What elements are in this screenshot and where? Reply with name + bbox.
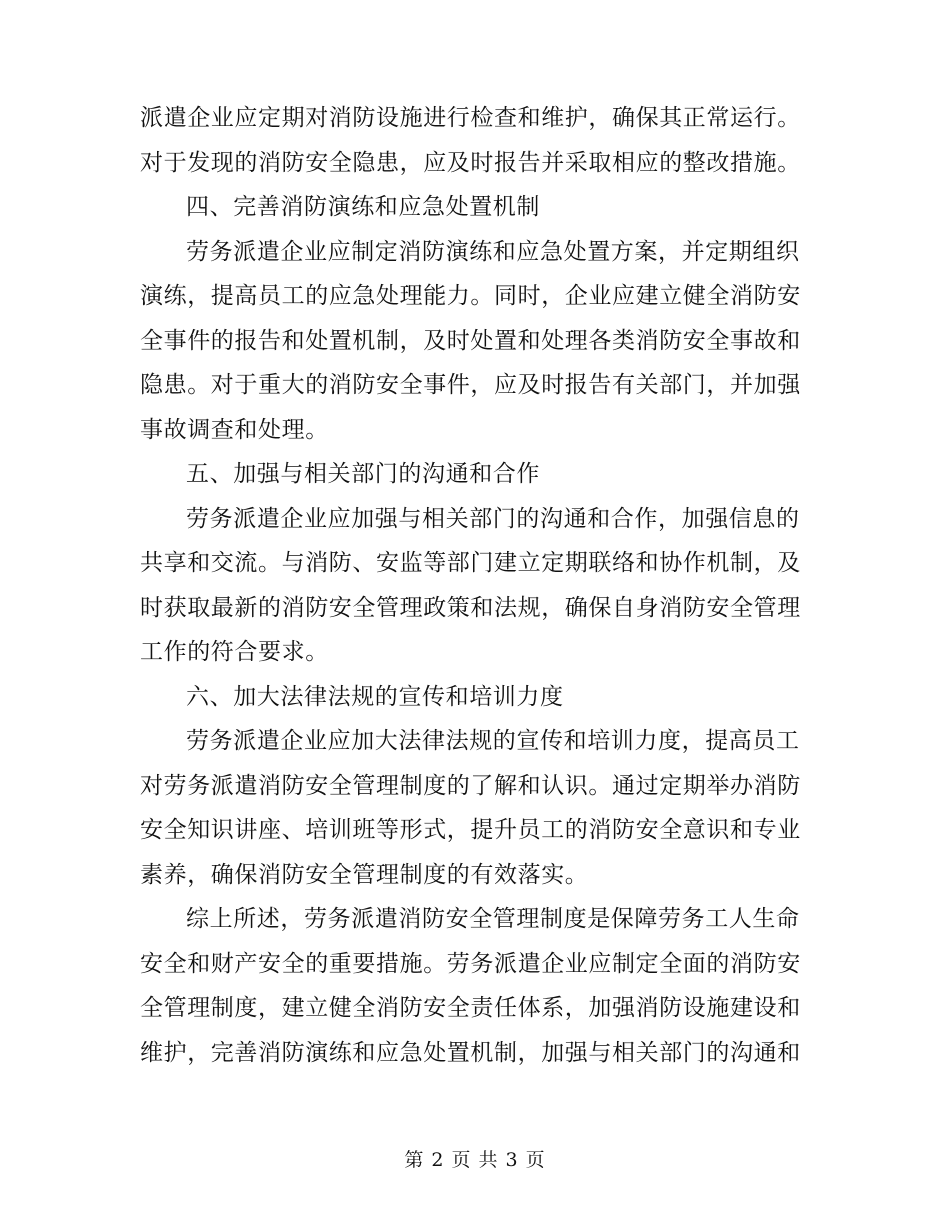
text-line: 派遣企业应定期对消防设施进行检查和维护，确保其正常运行。 [140, 105, 801, 131]
text-line: 劳务派遣企业应加大法律法规的宣传和培训力度，提高员工 [186, 728, 800, 754]
text-line: 维护，完善消防演练和应急处置机制，加强与相关部门的沟通和 [140, 1039, 801, 1066]
text-line: 安全和财产安全的重要措施。劳务派遣企业应制定全面的消防安 [140, 950, 801, 977]
text-line: 综上所述，劳务派遣消防安全管理制度是保障劳务工人生命 [186, 906, 800, 932]
text-line: 对劳务派遣消防安全管理制度的了解和认识。通过定期举办消防 [140, 772, 801, 799]
text-line: 事故调查和处理。 [140, 416, 329, 443]
text-line: 时获取最新的消防安全管理政策和法规，确保自身消防安全管理 [140, 594, 801, 621]
page-footer: 第 2 页 共 3 页 [404, 1149, 546, 1171]
section-heading: 五、加强与相关部门的沟通和合作 [186, 461, 540, 487]
text-line: 共享和交流。与消防、安监等部门建立定期联络和协作机制，及 [140, 550, 801, 576]
text-line: 劳务派遣企业应加强与相关部门的沟通和合作，加强信息的 [186, 505, 800, 532]
text-line: 工作的符合要求。 [140, 639, 329, 665]
text-line: 劳务派遣企业应制定消防演练和应急处置方案，并定期组织 [186, 238, 800, 265]
text-line: 对于发现的消防安全隐患，应及时报告并采取相应的整改措施。 [140, 149, 801, 176]
text-line: 全事件的报告和处置机制，及时处置和处理各类消防安全事故和 [140, 327, 801, 354]
section-heading: 四、完善消防演练和应急处置机制 [186, 194, 540, 220]
document-body [140, 96, 800, 1075]
text-line: 素养，确保消防安全管理制度的有效落实。 [140, 861, 589, 888]
text-line: 演练，提高员工的应急处理能力。同时，企业应建立健全消防安 [140, 283, 801, 309]
section-heading: 六、加大法律法规的宣传和培训力度 [186, 683, 564, 710]
text-line: 全管理制度，建立健全消防安全责任体系，加强消防设施建设和 [140, 995, 801, 1021]
text-line: 安全知识讲座、培训班等形式，提升员工的消防安全意识和专业 [140, 817, 801, 843]
text-line: 隐患。对于重大的消防安全事件，应及时报告有关部门，并加强 [140, 372, 801, 398]
